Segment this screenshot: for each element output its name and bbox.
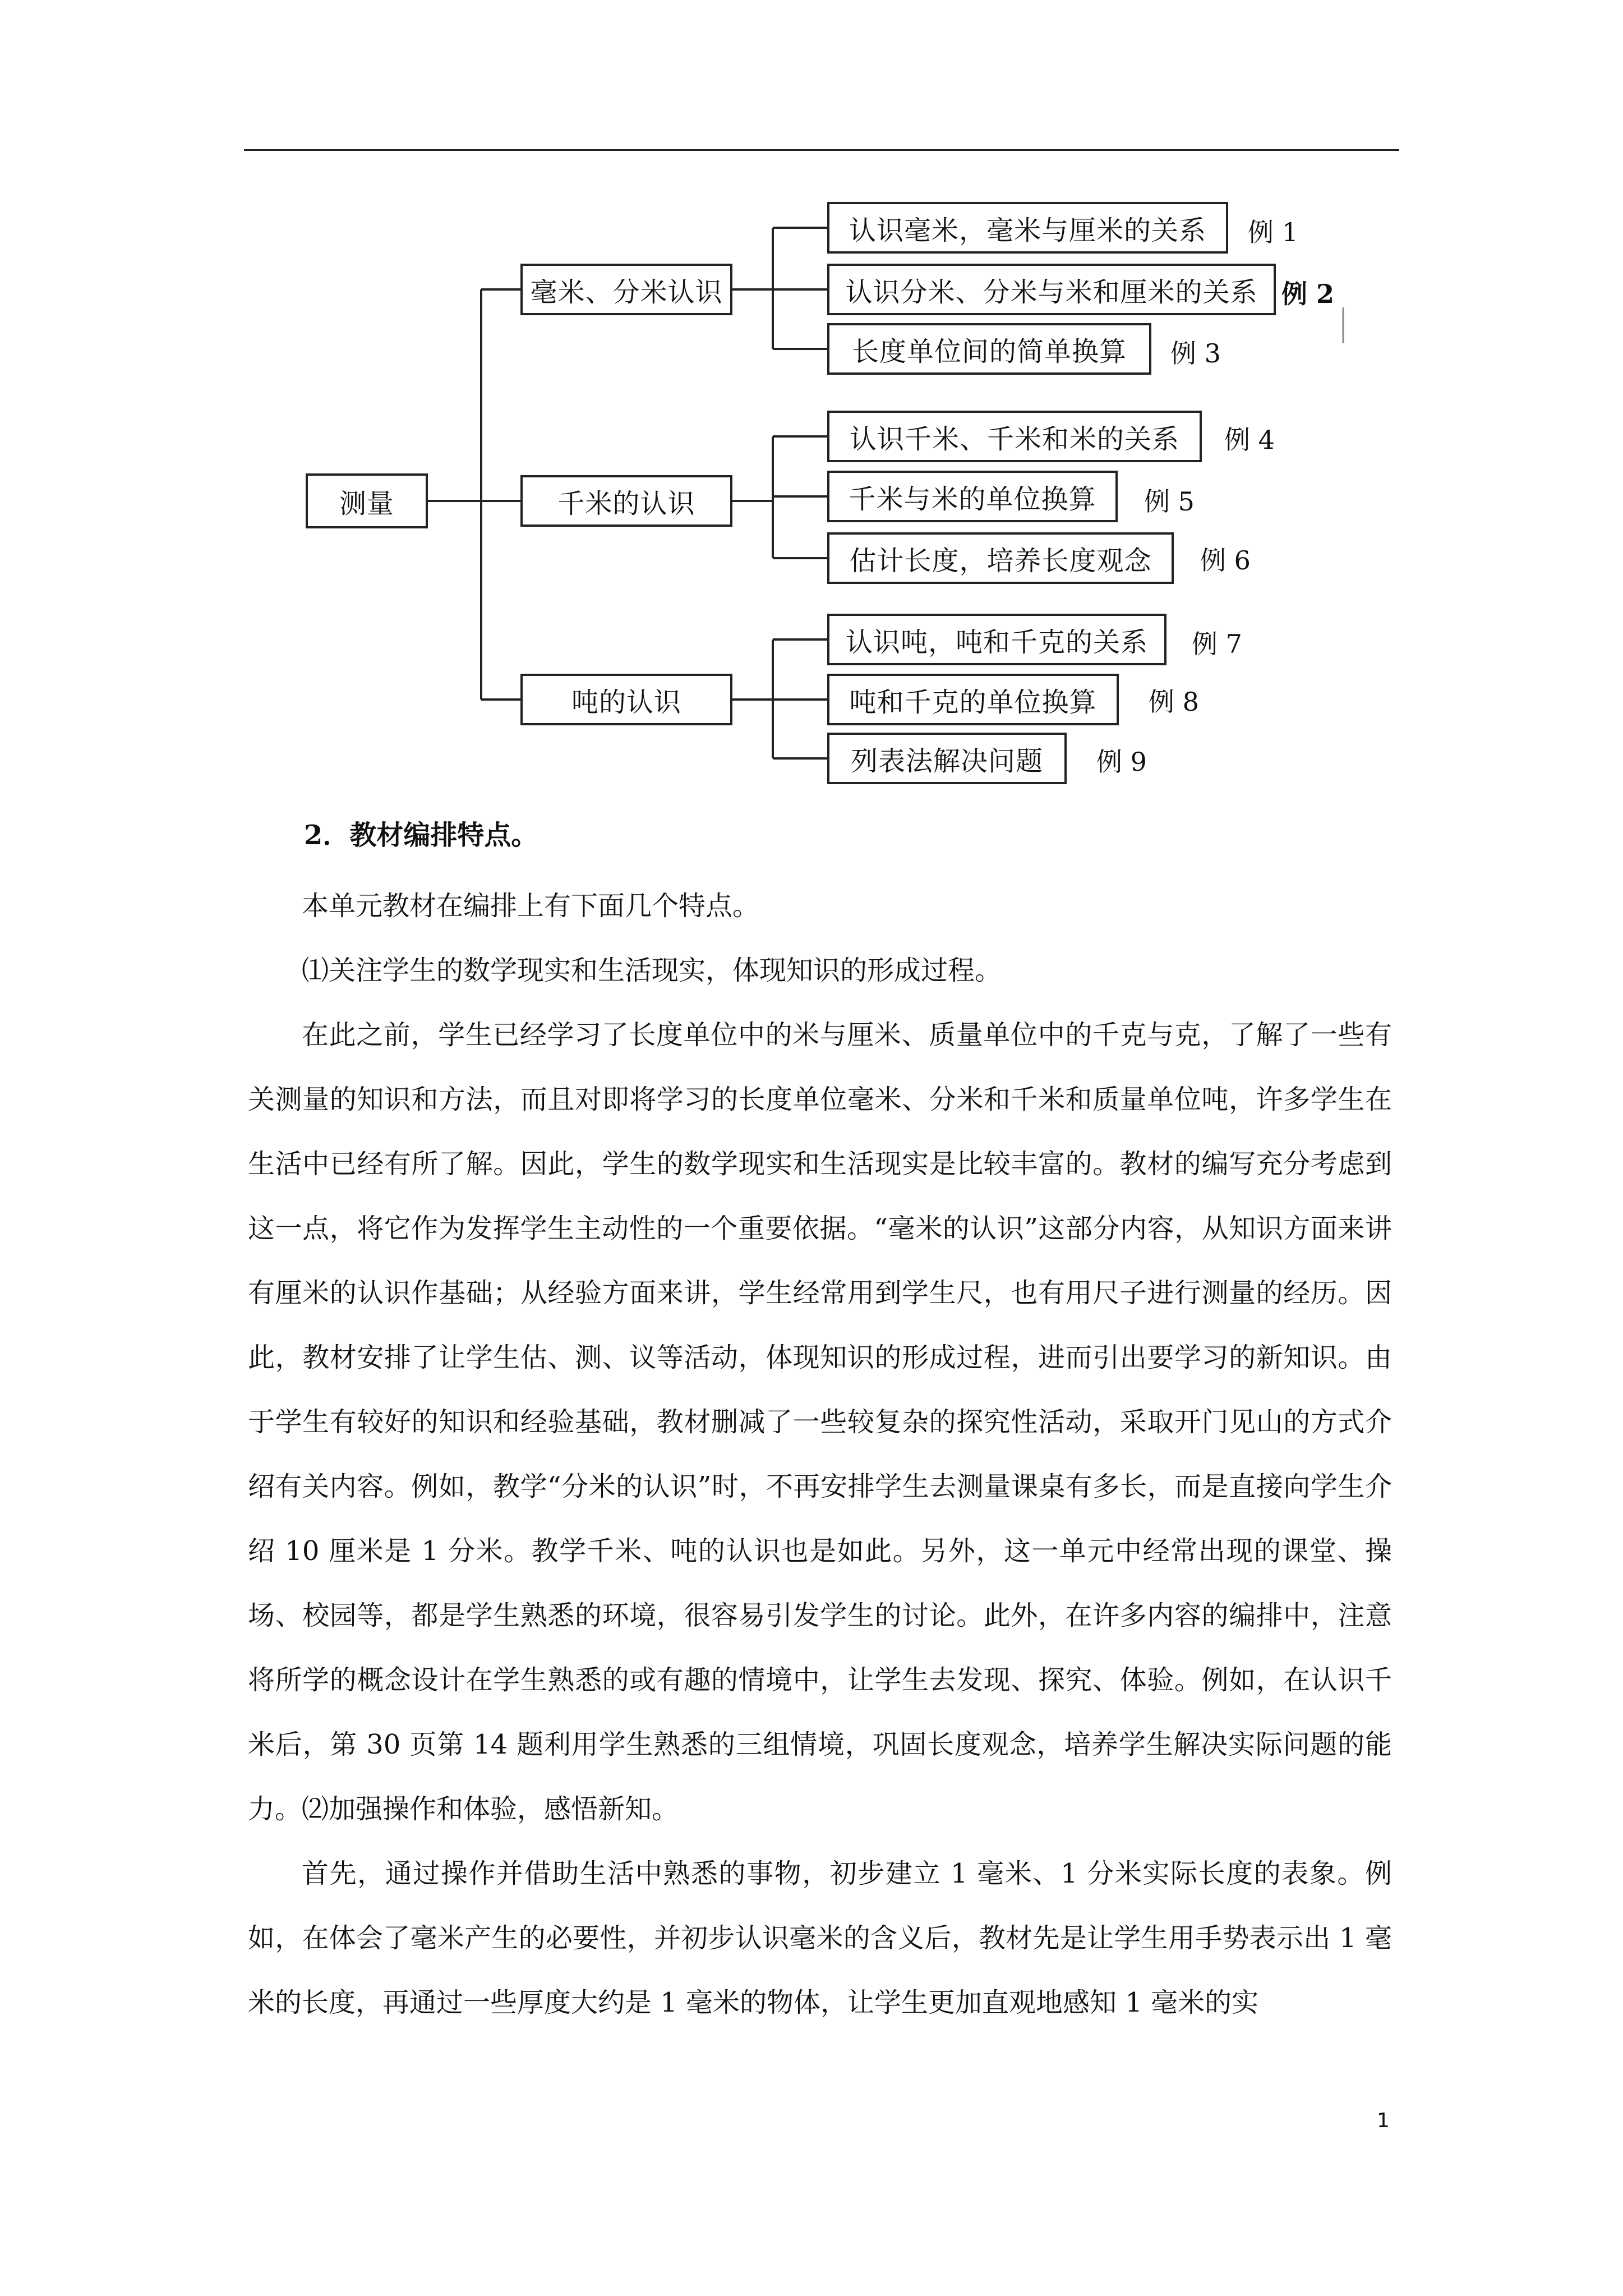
diagram-leaf-node: 认识千米、千米和米的关系 — [827, 411, 1202, 462]
page-number: 1 — [1377, 2109, 1390, 2132]
diagram-example-label: 例 7 — [1192, 629, 1242, 659]
diagram-root-node: 测量 — [306, 473, 428, 528]
diagram-leaf-node: 吨和千克的单位换算 — [827, 674, 1119, 725]
diagram-connectors — [0, 0, 1623, 797]
diagram-leaf-node: 认识分米、分米与米和厘米的关系 — [827, 264, 1276, 315]
diagram-example-label: 例 3 — [1170, 338, 1221, 369]
diagram-branch-node: 千米的认识 — [520, 475, 732, 527]
diagram-example-label: 例 2 — [1281, 279, 1335, 309]
diagram-example-label: 例 8 — [1149, 687, 1199, 717]
diagram-leaf-node: 认识毫米，毫米与厘米的关系 — [827, 202, 1228, 254]
diagram-example-label: 例 4 — [1224, 425, 1275, 455]
diagram-leaf-node: 千米与米的单位换算 — [827, 471, 1118, 522]
paragraph: 首先，通过操作并借助生活中熟悉的事物，初步建立 1 毫米、1 分米实际长度的表象。例如，在体会了毫米产生的必要性，并初步认识毫米的含义后，教材先是让学生用手势表示出 1 毫米的长度，再通过一些厚度大约是 1 毫米的物体，让学生更加直观地感知 1 毫米的实 — [248, 1858, 1392, 2018]
diagram-leaf-node: 认识吨，吨和千克的关系 — [827, 614, 1166, 665]
section-heading: 2．教材编排特点。 — [304, 820, 538, 851]
paragraph-subheading: ⑵加强操作和体验，感悟新知。 — [302, 1793, 679, 1825]
diagram-branch-node: 吨的认识 — [520, 674, 732, 725]
diagram-example-label: 例 6 — [1200, 545, 1251, 576]
diagram-leaf-node: 长度单位间的简单换算 — [827, 323, 1151, 375]
diagram-leaf-node: 列表法解决问题 — [827, 733, 1067, 784]
paragraph: 在此之前，学生已经学习了长度单位中的米与厘米、质量单位中的千克与克，了解了一些有关测量的知识和方法，而且对即将学习的长度单位毫米、分米和千米和质量单位吨，许多学生在生活中已经有所了解。因此，学生的数学现实和生活现实是比较丰富的。教材的编写充分考虑到这一点，将它作为发挥学生主动性的一个重要依据。“毫米的认识”这部分内容，从知识方面来讲有厘米的认识作基础；从经验方面来讲，学生经常用到学生尺，也有用尺子进行测量的经历。因此，教材安排了让学生估、测、议等活动，体现知识的形成过程，进而引出要学习的新知识。由于学生有较好的知识和经验基础，教材删减了一些较复杂的探究性活动，采取开门见山的方式介绍有关内容。例如，教学“分米的认识”时，不再安排学生去测量课桌有多长，而是直接向学生介绍 10 厘米是 1 分米。教学千米、吨的认识也是如此。另外，这一单元中经常出现的课堂、操场、校园等，都是学生熟悉的环境，很容易引发学生的讨论。此外，在许多内容的编排中，注意将所学的概念设计在学生熟悉的或有趣的情境中，让学生去发现、探究、体验。例如，在认识千米后，第 30 页第 14 题利用学生熟悉的三组情境，巩固长度观念，培养学生解决实际问题的能力。 — [248, 1019, 1392, 1825]
diagram-example-label: 例 9 — [1096, 747, 1147, 777]
diagram-example-label: 例 1 — [1248, 217, 1298, 247]
paragraph-subheading: ⑴关注学生的数学现实和生活现实，体现知识的形成过程。 — [302, 955, 1002, 986]
paragraph: 本单元教材在编排上有下面几个特点。 — [302, 890, 760, 922]
diagram-leaf-node: 估计长度，培养长度观念 — [827, 532, 1174, 584]
diagram-example-label: 例 5 — [1144, 486, 1195, 517]
diagram-branch-node: 毫米、分米认识 — [520, 264, 732, 315]
